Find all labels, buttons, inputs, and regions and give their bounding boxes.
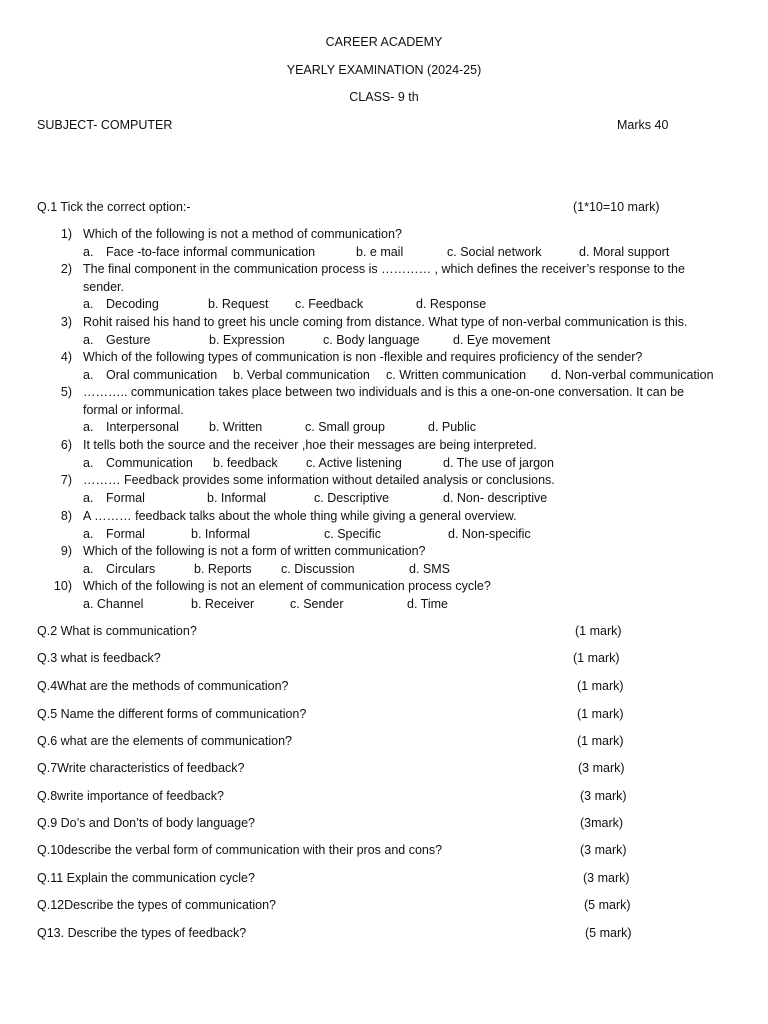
option: a. (83, 526, 94, 541)
question-text: Q.5 Name the different forms of communication? (37, 707, 307, 721)
option: Communication (106, 455, 193, 470)
question-text: It tells both the source and the receiver ,hoe their messages are being interpreted. (83, 438, 537, 452)
q1-title: Q.1 Tick the correct option:- (37, 200, 191, 214)
question-marks: (1 mark) (575, 624, 622, 638)
option: b. Verbal communication (233, 367, 370, 382)
option: b. Expression (209, 332, 285, 347)
option: a. (83, 332, 94, 347)
question-text: Q.11 Explain the communication cycle? (37, 871, 255, 885)
option: a. (83, 244, 94, 259)
question-marks: (3 mark) (580, 843, 627, 857)
option: c. Small group (305, 420, 385, 435)
option: d. Non-specific (448, 526, 531, 541)
option: Formal (106, 490, 145, 505)
question-number: 5) (60, 385, 72, 399)
question-marks: (3 mark) (580, 789, 627, 803)
question-text: Which of the following is not a method of communication? (83, 227, 402, 241)
option: b. feedback (213, 455, 278, 470)
option: a. Channel (83, 596, 144, 611)
option: c. Written communication (386, 367, 527, 382)
question-marks: (1 mark) (577, 707, 624, 721)
total-marks: Marks 40 (617, 118, 669, 132)
option: a. (83, 367, 94, 382)
option: a. (83, 561, 94, 576)
question-number: 2) (60, 262, 72, 276)
class-label: CLASS- 9 th (349, 90, 419, 104)
exam-title: YEARLY EXAMINATION (2024-25) (286, 63, 482, 77)
option: b. Reports (194, 561, 252, 576)
option: c. Active listening (306, 455, 402, 470)
option: Decoding (106, 297, 159, 312)
subject-label: SUBJECT- COMPUTER (37, 118, 173, 132)
question-marks: (1 mark) (577, 679, 624, 693)
option: c. Descriptive (314, 490, 390, 505)
question-number: 6) (60, 438, 72, 452)
question-text: Q.8write importance of feedback? (37, 789, 224, 803)
option: d. SMS (409, 561, 450, 576)
question-number: 7) (60, 473, 72, 487)
question-text: The final component in the communication process is ………… , which defines the receiver’s response to the (83, 262, 685, 276)
question-text: formal or informal. (83, 402, 184, 417)
question-marks: (5 mark) (585, 926, 632, 940)
question-text: Q.9 Do’s and Don’ts of body language? (37, 816, 255, 830)
option: d. Non- descriptive (443, 490, 548, 505)
option: Formal (106, 526, 145, 541)
option: a. (83, 297, 94, 312)
option: a. (83, 455, 94, 470)
question-text: Q.4What are the methods of communication? (37, 679, 289, 693)
option: Interpersonal (106, 420, 179, 435)
option: b. e mail (356, 244, 404, 259)
school-name: CAREER ACADEMY (325, 35, 443, 49)
question-text: A ……… feedback talks about the whole thing while giving a general overview. (83, 509, 517, 523)
option: c. Discussion (281, 561, 355, 576)
question-text: ……….. communication takes place between two individuals and is this a one-on-one conversation. It can be (83, 385, 685, 399)
option: b. Informal (191, 526, 251, 541)
option: b. Receiver (191, 596, 255, 611)
question-number: 4) (60, 350, 72, 364)
question-text: Q.7Write characteristics of feedback? (37, 761, 245, 775)
question-text: Which of the following is not a form of written communication? (83, 544, 426, 558)
question-text: ……… Feedback provides some information without detailed analysis or conclusions. (83, 473, 555, 487)
question-text: sender. (83, 279, 125, 294)
option: c. Body language (323, 332, 420, 347)
question-text: Q.10describe the verbal form of communication with their pros and cons? (37, 843, 443, 857)
question-text: Rohit raised his hand to greet his uncle coming from distance. What type of non-verbal communication is this. (83, 315, 688, 329)
question-marks: (3 mark) (583, 871, 630, 885)
question-text: Which of the following is not an element of communication process cycle? (83, 579, 491, 593)
option: d. Non-verbal communication (551, 367, 714, 382)
option: c. Social network (447, 244, 542, 259)
question-text: Q13. Describe the types of feedback? (37, 926, 247, 940)
option: d. The use of jargon (443, 455, 554, 470)
option: c. Sender (290, 596, 344, 611)
option: d. Moral support (579, 244, 670, 259)
question-text: Q.12Describe the types of communication? (37, 898, 277, 912)
question-text: Q.6 what are the elements of communication? (37, 734, 292, 748)
option: c. Specific (324, 526, 381, 541)
option: d. Eye movement (453, 332, 551, 347)
option: d. Public (428, 420, 476, 435)
question-number: 3) (60, 315, 72, 329)
question-number: 10) (53, 579, 72, 593)
question-marks: (3mark) (580, 816, 624, 830)
question-marks: (3 mark) (578, 761, 625, 775)
question-number: 8) (60, 509, 72, 523)
question-marks: (1 mark) (573, 651, 620, 665)
question-text: Which of the following types of communication is non -flexible and requires proficiency of the sender? (83, 350, 643, 364)
option: b. Request (208, 297, 269, 312)
option: a. (83, 420, 94, 435)
option: b. Written (209, 420, 263, 435)
question-number: 9) (60, 544, 72, 558)
question-text: Q.3 what is feedback? (37, 651, 161, 665)
q1-marks: (1*10=10 mark) (573, 200, 660, 214)
option: d. Time (407, 596, 448, 611)
question-text: Q.2 What is communication? (37, 624, 197, 638)
question-marks: (5 mark) (584, 898, 631, 912)
option: Circulars (106, 561, 156, 576)
option: d. Response (416, 297, 487, 312)
option: c. Feedback (295, 297, 364, 312)
option: Oral communication (106, 367, 218, 382)
question-number: 1) (60, 227, 72, 241)
option: a. (83, 490, 94, 505)
option: Gesture (106, 332, 151, 347)
question-marks: (1 mark) (577, 734, 624, 748)
option: Face -to-face informal communication (106, 244, 316, 259)
option: b. Informal (207, 490, 267, 505)
